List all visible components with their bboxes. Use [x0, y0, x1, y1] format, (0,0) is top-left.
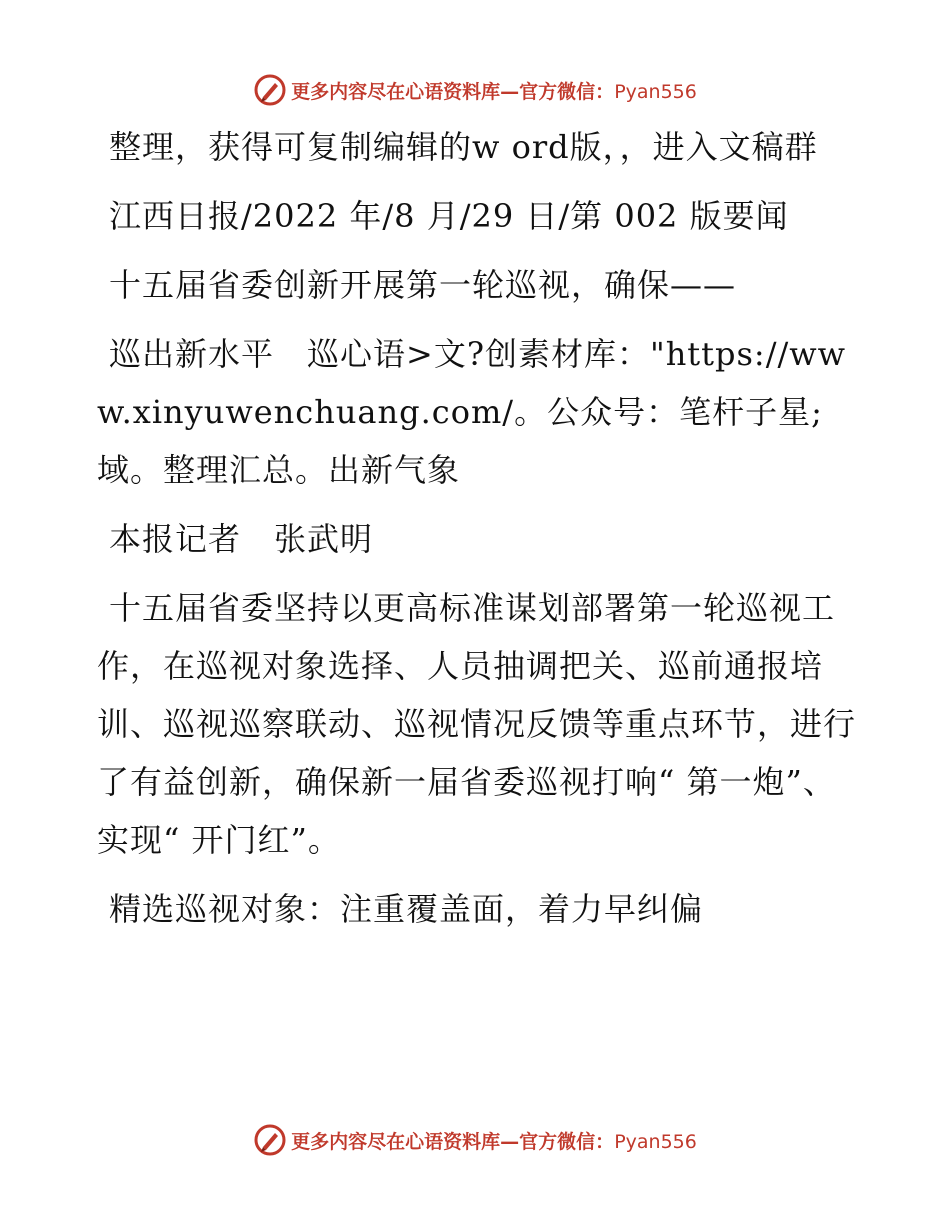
paragraph-byline: 本报记者 张武明	[109, 520, 374, 558]
paragraph-source: 江西日报/2022 年/8 月/29 日/第 002 版要闻	[109, 197, 789, 235]
pen-logo-icon	[253, 73, 287, 107]
paragraph-headline: 十五届省委创新开展第一轮巡视，确保——	[109, 266, 737, 304]
document-body	[97, 118, 857, 949]
paragraph-body: 十五届省委坚持以更高标准谋划部署第一轮巡视工作，在巡视对象选择、人员抽调把关、巡前通报培训、巡视巡察联动、巡视情况反馈等重点环节，进行了有益创新，确保新一届省委巡视打响“ 第一炮”、实现“ 开门红”。	[97, 589, 857, 859]
pen-logo-icon	[253, 1123, 287, 1157]
header-watermark	[0, 70, 950, 110]
paragraph-subheadline: 巡出新水平 巡心语>文?创素材库："https://www.xinyuwenchuang.com/。公众号：笔杆子星;域。整理汇总。出新气象	[97, 335, 847, 489]
paragraph-section-heading: 精选巡视对象：注重覆盖面，着力早纠偏	[109, 890, 704, 928]
footer-watermark	[0, 1120, 950, 1160]
paragraph-intro: 整理，获得可复制编辑的w ord版，，进入文稿群	[109, 128, 818, 166]
watermark-text: 更多内容尽在心语资料库—官方微信：Pyan556	[291, 80, 697, 103]
watermark-text: 更多内容尽在心语资料库—官方微信：Pyan556	[291, 1130, 697, 1153]
